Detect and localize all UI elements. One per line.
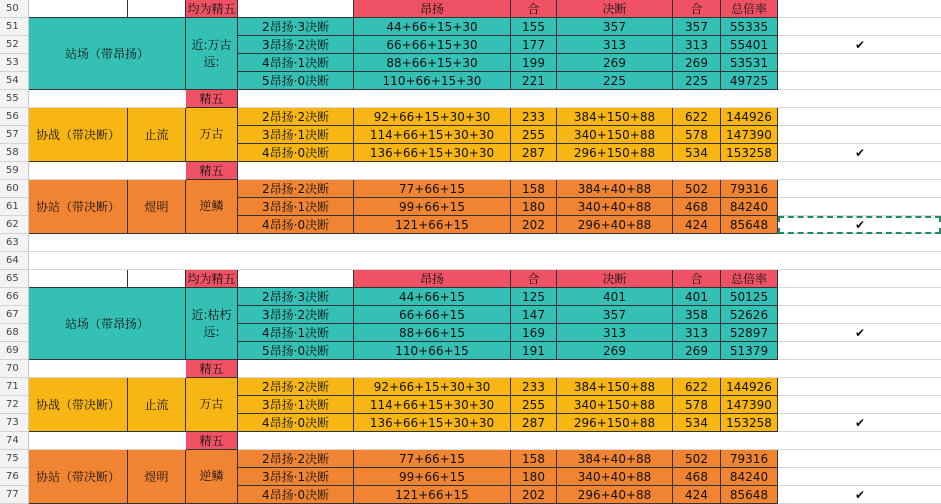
column-header[interactable]: 合 (511, 0, 557, 18)
check-mark-icon: ✔ (855, 326, 866, 340)
combo-label[interactable]: 2昂扬·3决断 (238, 288, 354, 306)
column-header[interactable] (29, 0, 128, 18)
value-cell[interactable]: 155 (511, 18, 557, 36)
value-cell[interactable]: 136+66+15+30+30 (354, 414, 511, 432)
value-cell[interactable]: 121+66+15 (354, 486, 511, 504)
value-cell[interactable]: 357 (557, 18, 673, 36)
row-header[interactable]: 75 (0, 450, 29, 468)
role-cell[interactable]: 站场（带昂扬） (29, 288, 186, 360)
row-header[interactable]: 74 (0, 432, 29, 450)
row-header[interactable]: 59 (0, 162, 29, 180)
value-cell[interactable]: 153258 (721, 144, 778, 162)
value-cell[interactable]: 357 (557, 306, 673, 324)
value-cell[interactable]: 401 (673, 288, 721, 306)
value-cell[interactable]: 147 (511, 306, 557, 324)
value-cell[interactable]: 340+150+88 (557, 396, 673, 414)
combo-label[interactable]: 2昂扬·2决断 (238, 180, 354, 198)
tier-label[interactable]: 精五 (186, 432, 238, 450)
row-header[interactable]: 60 (0, 180, 29, 198)
value-cell[interactable]: 269 (673, 342, 721, 360)
value-cell[interactable]: 51379 (721, 342, 778, 360)
value-cell[interactable]: 424 (673, 486, 721, 504)
value-cell[interactable]: 85648 (721, 486, 778, 504)
section-header-label[interactable]: 均为精五 (186, 270, 238, 288)
value-cell[interactable]: 502 (673, 450, 721, 468)
value-cell[interactable]: 384+150+88 (557, 108, 673, 126)
column-header[interactable] (238, 270, 354, 288)
column-header[interactable]: 合 (511, 270, 557, 288)
row-header[interactable]: 68 (0, 324, 29, 342)
value-cell[interactable]: 269 (557, 54, 673, 72)
value-cell[interactable]: 384+40+88 (557, 180, 673, 198)
selected-cell-border[interactable] (778, 216, 941, 234)
value-cell[interactable]: 255 (511, 126, 557, 144)
role-cell[interactable]: 协战（带决断） (29, 378, 128, 432)
combo-label[interactable]: 4昂扬·0决断 (238, 486, 354, 504)
value-cell[interactable]: 92+66+15+30+30 (354, 108, 511, 126)
column-header[interactable]: 决断 (557, 0, 673, 18)
column-header[interactable] (29, 270, 128, 288)
value-cell[interactable]: 424 (673, 216, 721, 234)
column-header[interactable]: 昂扬 (354, 270, 511, 288)
gridline (29, 251, 941, 252)
value-cell[interactable]: 287 (511, 414, 557, 432)
combo-label[interactable]: 3昂扬·1决断 (238, 396, 354, 414)
role-cell[interactable]: 站场（带昂扬） (29, 18, 186, 90)
column-header[interactable]: 合 (673, 270, 721, 288)
column-header[interactable]: 总倍率 (721, 270, 778, 288)
combo-label[interactable]: 3昂扬·1决断 (238, 198, 354, 216)
value-cell[interactable]: 144926 (721, 108, 778, 126)
value-cell[interactable]: 79316 (721, 180, 778, 198)
value-cell[interactable]: 358 (673, 306, 721, 324)
row-header[interactable]: 57 (0, 126, 29, 144)
value-cell[interactable]: 52626 (721, 306, 778, 324)
check-mark-icon: ✔ (855, 218, 866, 232)
value-cell[interactable]: 269 (557, 342, 673, 360)
column-header[interactable]: 总倍率 (721, 0, 778, 18)
value-cell[interactable]: 79316 (721, 450, 778, 468)
column-header[interactable] (238, 0, 354, 18)
value-cell[interactable]: 147390 (721, 126, 778, 144)
combo-label[interactable]: 3昂扬·1决断 (238, 126, 354, 144)
value-cell[interactable]: 114+66+15+30+30 (354, 126, 511, 144)
value-cell[interactable]: 44+66+15+30 (354, 18, 511, 36)
weapon-cell[interactable]: 万古 (186, 108, 238, 162)
value-cell[interactable]: 313 (673, 36, 721, 54)
row-header[interactable]: 64 (0, 252, 29, 270)
value-cell[interactable]: 296+150+88 (557, 414, 673, 432)
value-cell[interactable]: 153258 (721, 414, 778, 432)
row-header[interactable]: 73 (0, 414, 29, 432)
value-cell[interactable]: 49725 (721, 72, 778, 90)
combo-label[interactable]: 3昂扬·2决断 (238, 306, 354, 324)
value-cell[interactable]: 578 (673, 396, 721, 414)
value-cell[interactable]: 340+150+88 (557, 126, 673, 144)
value-cell[interactable]: 92+66+15+30+30 (354, 378, 511, 396)
character-cell[interactable]: 煜明 (128, 180, 186, 234)
combo-label[interactable]: 4昂扬·1决断 (238, 54, 354, 72)
combo-label[interactable]: 3昂扬·2决断 (238, 36, 354, 54)
value-cell[interactable]: 340+40+88 (557, 468, 673, 486)
value-cell[interactable]: 77+66+15 (354, 180, 511, 198)
value-cell[interactable]: 85648 (721, 216, 778, 234)
row-header[interactable]: 70 (0, 360, 29, 378)
value-cell[interactable]: 88+66+15+30 (354, 54, 511, 72)
value-cell[interactable]: 225 (673, 72, 721, 90)
value-cell[interactable]: 110+66+15+30 (354, 72, 511, 90)
value-cell[interactable]: 169 (511, 324, 557, 342)
character-cell[interactable]: 止流 (128, 378, 186, 432)
value-cell[interactable]: 180 (511, 468, 557, 486)
column-header[interactable]: 决断 (557, 270, 673, 288)
value-cell[interactable]: 313 (673, 324, 721, 342)
tier-label[interactable]: 精五 (186, 162, 238, 180)
value-cell[interactable]: 66+66+15+30 (354, 36, 511, 54)
row-header[interactable]: 62 (0, 216, 29, 234)
role-cell[interactable]: 协站（带决断） (29, 450, 128, 504)
value-cell[interactable]: 296+40+88 (557, 486, 673, 504)
value-cell[interactable]: 357 (673, 18, 721, 36)
value-cell[interactable]: 384+40+88 (557, 450, 673, 468)
row-header[interactable]: 71 (0, 378, 29, 396)
tier-label[interactable]: 精五 (186, 90, 238, 108)
combo-label[interactable]: 4昂扬·0决断 (238, 414, 354, 432)
value-cell[interactable]: 125 (511, 288, 557, 306)
combo-label[interactable]: 4昂扬·1决断 (238, 324, 354, 342)
value-cell[interactable]: 287 (511, 144, 557, 162)
value-cell[interactable]: 622 (673, 378, 721, 396)
weapon-cell[interactable]: 近:枯朽 远: (186, 288, 238, 360)
row-header[interactable]: 61 (0, 198, 29, 216)
value-cell[interactable]: 84240 (721, 468, 778, 486)
value-cell[interactable]: 225 (557, 72, 673, 90)
section-header-label[interactable]: 均为精五 (186, 0, 238, 18)
value-cell[interactable]: 221 (511, 72, 557, 90)
value-cell[interactable]: 534 (673, 144, 721, 162)
value-cell[interactable]: 255 (511, 396, 557, 414)
row-header[interactable]: 55 (0, 90, 29, 108)
value-cell[interactable]: 99+66+15 (354, 468, 511, 486)
row-header[interactable]: 63 (0, 234, 29, 252)
value-cell[interactable]: 191 (511, 342, 557, 360)
combo-label[interactable]: 4昂扬·0决断 (238, 216, 354, 234)
check-mark-icon: ✔ (855, 488, 866, 502)
value-cell[interactable]: 578 (673, 126, 721, 144)
check-mark-icon: ✔ (855, 416, 866, 430)
value-cell[interactable]: 55335 (721, 18, 778, 36)
value-cell[interactable]: 233 (511, 378, 557, 396)
value-cell[interactable]: 88+66+15 (354, 324, 511, 342)
value-cell[interactable]: 110+66+15 (354, 342, 511, 360)
value-cell[interactable]: 202 (511, 486, 557, 504)
value-cell[interactable]: 55401 (721, 36, 778, 54)
value-cell[interactable]: 622 (673, 108, 721, 126)
weapon-cell[interactable]: 万古 (186, 378, 238, 432)
value-cell[interactable]: 147390 (721, 396, 778, 414)
value-cell[interactable]: 340+40+88 (557, 198, 673, 216)
column-header[interactable] (128, 0, 186, 18)
column-header[interactable] (128, 270, 186, 288)
value-cell[interactable]: 502 (673, 180, 721, 198)
row-header[interactable]: 53 (0, 54, 29, 72)
check-mark-icon: ✔ (855, 146, 866, 160)
value-cell[interactable]: 296+150+88 (557, 144, 673, 162)
value-cell[interactable]: 313 (557, 36, 673, 54)
combo-label[interactable]: 5昂扬·0决断 (238, 342, 354, 360)
row-header[interactable]: 51 (0, 18, 29, 36)
combo-label[interactable]: 2昂扬·2决断 (238, 378, 354, 396)
value-cell[interactable]: 114+66+15+30+30 (354, 396, 511, 414)
value-cell[interactable]: 84240 (721, 198, 778, 216)
row-header[interactable]: 58 (0, 144, 29, 162)
value-cell[interactable]: 468 (673, 468, 721, 486)
value-cell[interactable]: 233 (511, 108, 557, 126)
weapon-cell[interactable]: 逆鳞 (186, 180, 238, 234)
value-cell[interactable]: 468 (673, 198, 721, 216)
value-cell[interactable]: 177 (511, 36, 557, 54)
combo-label[interactable]: 3昂扬·1决断 (238, 468, 354, 486)
row-header[interactable]: 54 (0, 72, 29, 90)
value-cell[interactable]: 401 (557, 288, 673, 306)
row-header[interactable]: 56 (0, 108, 29, 126)
character-cell[interactable]: 止流 (128, 108, 186, 162)
combo-label[interactable]: 5昂扬·0决断 (238, 72, 354, 90)
weapon-cell[interactable]: 近:万古 远: (186, 18, 238, 90)
role-cell[interactable]: 协战（带决断） (29, 108, 128, 162)
value-cell[interactable]: 269 (673, 54, 721, 72)
character-cell[interactable]: 煜明 (128, 450, 186, 504)
value-cell[interactable]: 158 (511, 450, 557, 468)
value-cell[interactable]: 313 (557, 324, 673, 342)
combo-label[interactable]: 4昂扬·0决断 (238, 144, 354, 162)
weapon-cell[interactable]: 逆鳞 (186, 450, 238, 504)
value-cell[interactable]: 158 (511, 180, 557, 198)
value-cell[interactable]: 199 (511, 54, 557, 72)
role-cell[interactable]: 协站（带决断） (29, 180, 128, 234)
value-cell[interactable]: 66+66+15 (354, 306, 511, 324)
row-header[interactable]: 66 (0, 288, 29, 306)
value-cell[interactable]: 202 (511, 216, 557, 234)
column-header[interactable]: 合 (673, 0, 721, 18)
row-header[interactable]: 50 (0, 0, 29, 18)
value-cell[interactable]: 180 (511, 198, 557, 216)
value-cell[interactable]: 296+40+88 (557, 216, 673, 234)
combo-label[interactable]: 2昂扬·3决断 (238, 18, 354, 36)
value-cell[interactable]: 534 (673, 414, 721, 432)
value-cell[interactable]: 121+66+15 (354, 216, 511, 234)
value-cell[interactable]: 50125 (721, 288, 778, 306)
tier-label[interactable]: 精五 (186, 360, 238, 378)
value-cell[interactable]: 99+66+15 (354, 198, 511, 216)
value-cell[interactable]: 44+66+15 (354, 288, 511, 306)
row-header[interactable]: 65 (0, 270, 29, 288)
combo-label[interactable]: 2昂扬·2决断 (238, 108, 354, 126)
column-header[interactable]: 昂扬 (354, 0, 511, 18)
combo-label[interactable]: 2昂扬·2决断 (238, 450, 354, 468)
value-cell[interactable]: 144926 (721, 378, 778, 396)
value-cell[interactable]: 384+150+88 (557, 378, 673, 396)
value-cell[interactable]: 53531 (721, 54, 778, 72)
value-cell[interactable]: 77+66+15 (354, 450, 511, 468)
value-cell[interactable]: 52897 (721, 324, 778, 342)
value-cell[interactable]: 136+66+15+30+30 (354, 144, 511, 162)
row-header[interactable]: 69 (0, 342, 29, 360)
row-header[interactable]: 77 (0, 486, 29, 504)
row-header[interactable]: 67 (0, 306, 29, 324)
check-mark-icon: ✔ (855, 38, 866, 52)
row-header[interactable]: 52 (0, 36, 29, 54)
row-header[interactable]: 76 (0, 468, 29, 486)
row-header[interactable]: 72 (0, 396, 29, 414)
